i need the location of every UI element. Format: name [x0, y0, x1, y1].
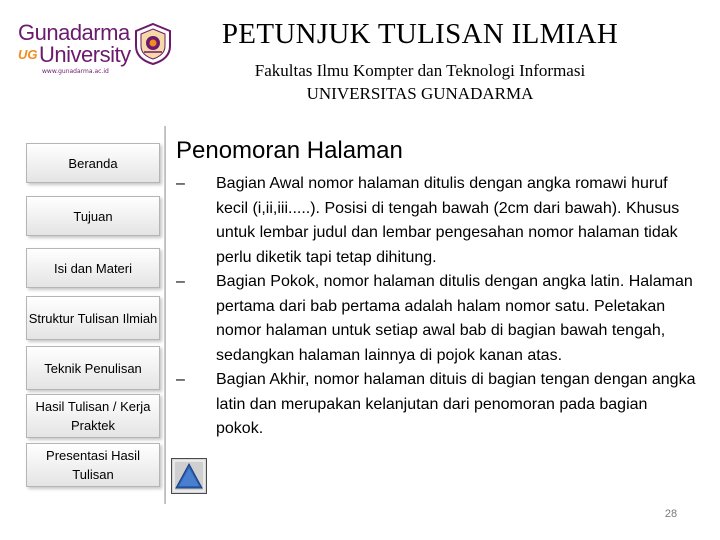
university-seal-icon [132, 22, 174, 66]
content-divider [164, 126, 166, 504]
bullet-dash: – [176, 371, 185, 388]
nav-button-label: Hasil Tulisan / Kerja Praktek [35, 399, 151, 433]
nav-button-label: Teknik Penulisan [44, 360, 142, 376]
nav-button-label: Struktur Tulisan Ilmiah [28, 310, 158, 326]
nav-button-struktur-tulisan-ilmiah[interactable] [26, 296, 160, 340]
page-subtitle [200, 59, 640, 105]
nav-button-isi-dan-materi[interactable] [26, 248, 160, 288]
logo-text-university: University [39, 42, 131, 67]
page-title: PETUNJUK TULISAN ILMIAH [221, 18, 619, 50]
nav-button-label: Presentasi Hasil Tulisan [46, 448, 140, 482]
list-item [176, 270, 696, 368]
bullet-text: Bagian Pokok, nomor halaman ditulis dengan angka latin. Halaman pertama dari bab pertama adalah halam nomor satu. Peletakan nomor halaman untuk setiap awal bab di bagian bawah tengah, sedangkan halaman lainnya di pojok kanan atas. [216, 273, 693, 364]
nav-button-beranda[interactable] [26, 143, 160, 183]
home-button[interactable] [171, 458, 207, 494]
bullet-text: Bagian Awal nomor halaman ditulis dengan angka romawi huruf kecil (i,ii,iii.....). Posisi di tengah bawah (2cm dari bawah). Khusus untuk lembar judul dan lembar pengesahan nomor halaman tidak perlu diketik tapi tetap dihitung. [216, 175, 680, 266]
nav-button-label: Tujuan [73, 208, 113, 224]
nav-button-label: Isi dan Materi [53, 260, 133, 276]
content-bullet-list [176, 172, 696, 442]
content-title: Penomoran Halaman [176, 137, 403, 164]
logo-text-ug: UG [18, 47, 38, 62]
nav-button-presentasi-hasil-tulisan[interactable] [26, 443, 160, 487]
logo-text-gunadarma: Gunadarma [18, 20, 130, 45]
subtitle-university: UNIVERSITAS GUNADARMA [306, 84, 534, 103]
page-number: 28 [664, 508, 678, 520]
nav-button-tujuan[interactable] [26, 196, 160, 236]
nav-button-teknik-penulisan[interactable] [26, 346, 160, 390]
logo-url: www.gunadarma.ac.id [42, 68, 109, 75]
home-triangle-icon [172, 459, 206, 493]
bullet-dash: – [176, 175, 185, 192]
university-logo [12, 18, 172, 78]
list-item [176, 172, 696, 270]
bullet-text: Bagian Akhir, nomor halaman dituis di bagian tengan dengan angka latin dan merupakan kelanjutan dari penomoran pada bagian pokok. [216, 371, 696, 437]
list-item [176, 368, 696, 442]
subtitle-faculty: Fakultas Ilmu Kompter dan Teknologi Informasi [254, 61, 586, 80]
bullet-dash: – [176, 273, 185, 290]
nav-button-label: Beranda [68, 155, 118, 171]
nav-button-hasil-tulisan[interactable] [26, 394, 160, 438]
